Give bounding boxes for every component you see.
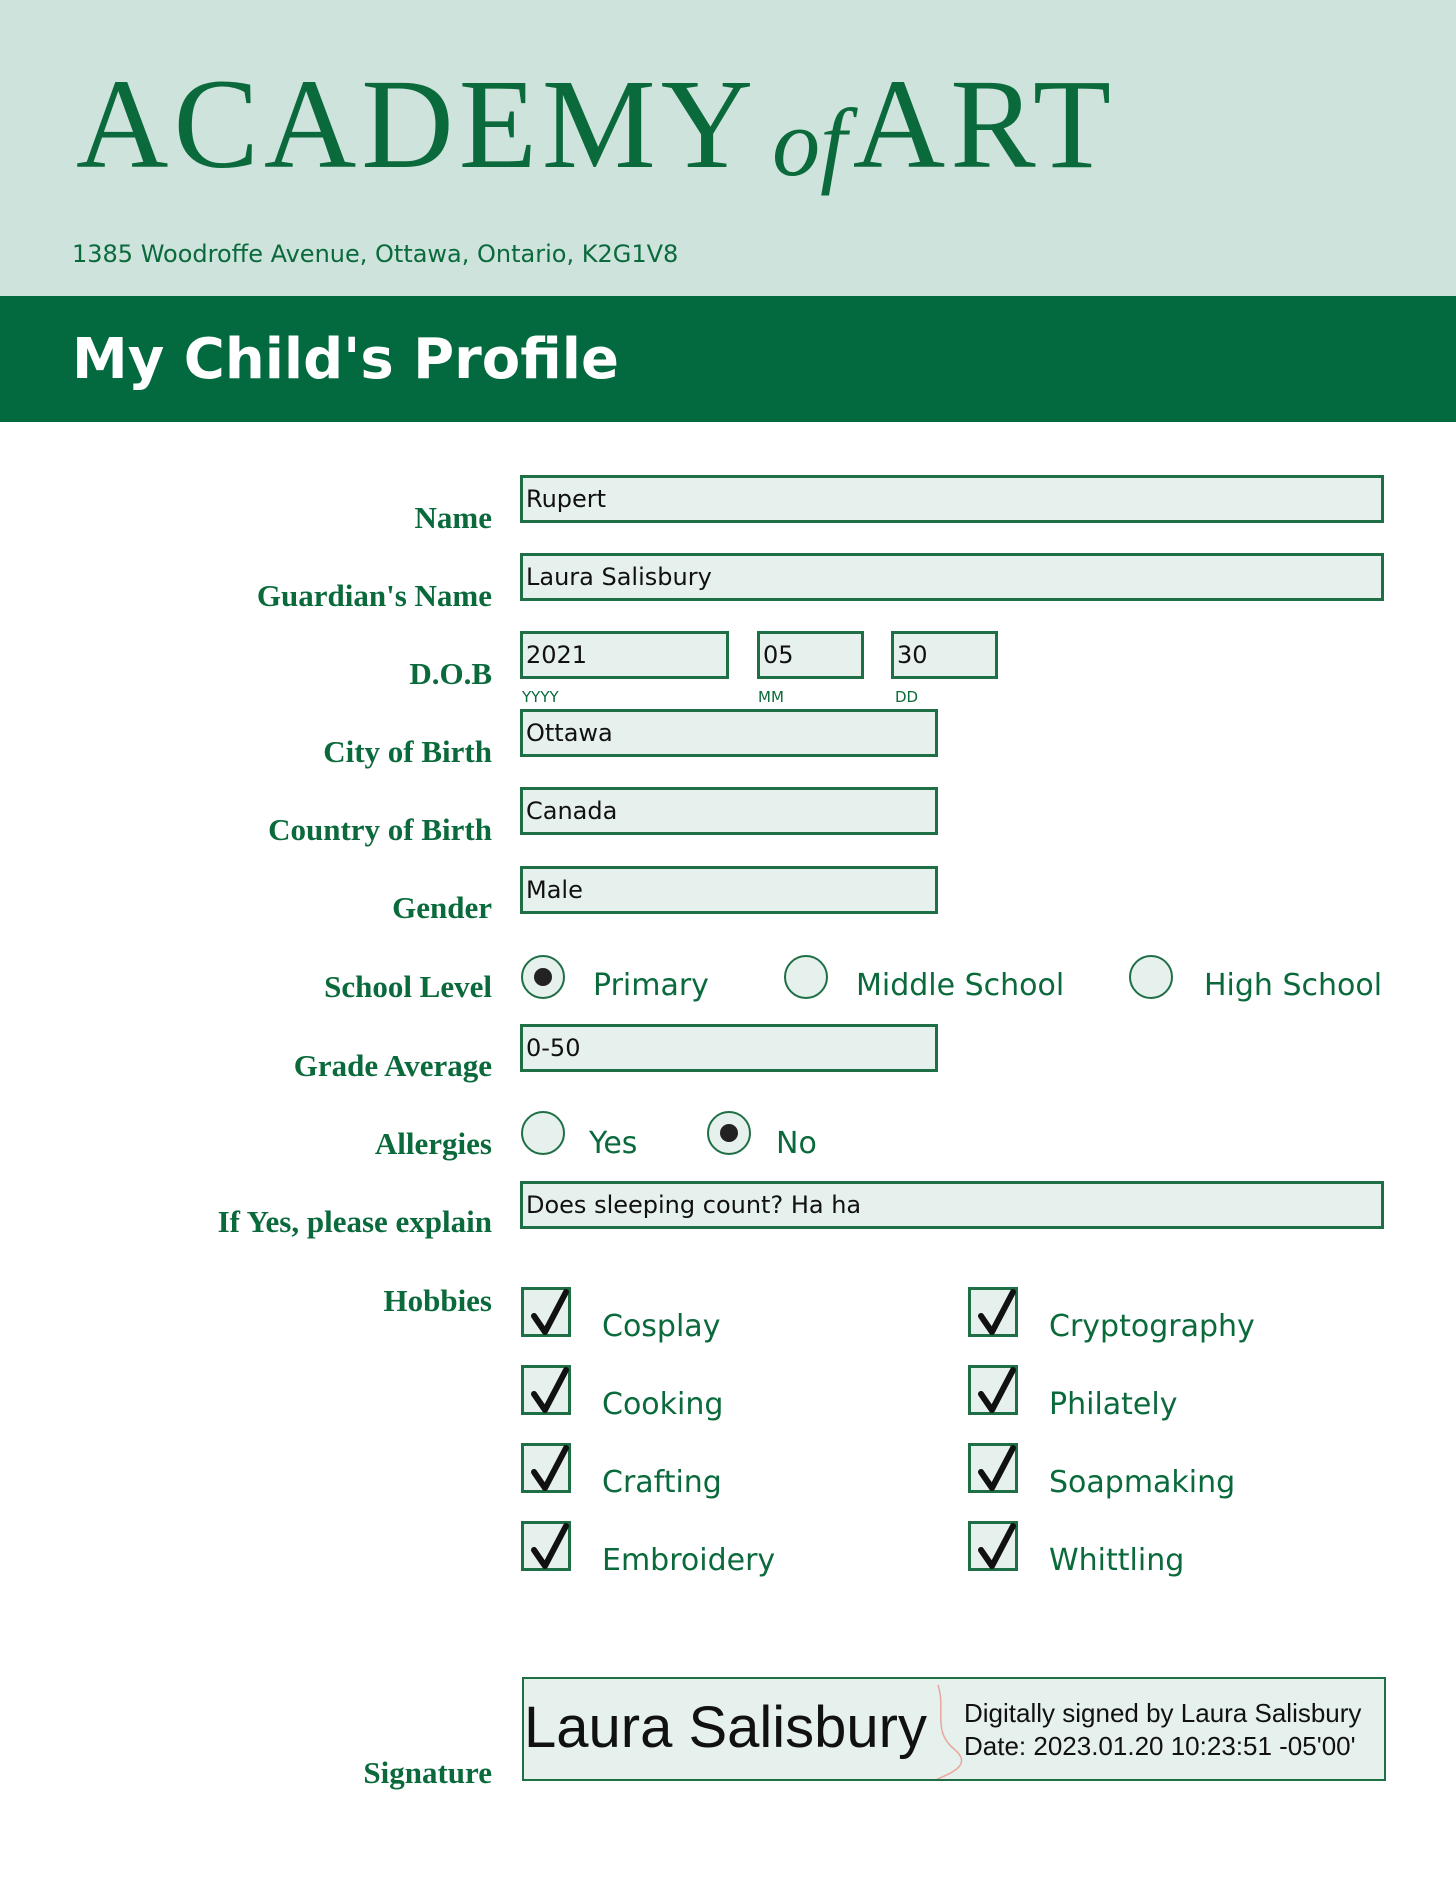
checkbox-philately[interactable] xyxy=(968,1365,1018,1415)
page-title: My Child's Profile xyxy=(72,327,619,392)
check-icon xyxy=(975,1520,1019,1574)
signature-name: Laura Salisbury xyxy=(524,1695,927,1760)
guardian-name-field[interactable]: Laura Salisbury xyxy=(520,553,1384,601)
radio-primary[interactable] xyxy=(521,955,565,999)
explain-field[interactable]: Does sleeping count? Ha ha xyxy=(520,1181,1384,1229)
city-of-birth-field[interactable]: Ottawa xyxy=(520,709,938,757)
hobby-crafting: Crafting xyxy=(602,1465,722,1500)
check-icon xyxy=(528,1286,572,1340)
checkbox-cosplay[interactable] xyxy=(521,1287,571,1337)
school-level-label: School Level xyxy=(324,969,492,1004)
country-of-birth-field[interactable]: Canada xyxy=(520,787,938,835)
checkbox-embroidery[interactable] xyxy=(521,1521,571,1571)
dob-month-hint: MM xyxy=(758,688,784,706)
check-icon xyxy=(975,1286,1019,1340)
check-icon xyxy=(975,1442,1019,1496)
hobby-embroidery: Embroidery xyxy=(602,1543,776,1578)
radio-allergies-yes[interactable] xyxy=(521,1111,565,1155)
address: 1385 Woodroffe Avenue, Ottawa, Ontario, K2G1V8 xyxy=(72,240,679,268)
option-high-school: High School xyxy=(1204,968,1383,1003)
signed-by-text: Digitally signed by Laura Salisbury xyxy=(964,1698,1362,1728)
logo-word-academy: ACADEMY xyxy=(76,53,759,195)
signature-field[interactable] xyxy=(522,1677,1386,1781)
hobby-philately: Philately xyxy=(1049,1387,1178,1422)
option-yes: Yes xyxy=(589,1126,638,1161)
radio-high-school[interactable] xyxy=(1129,955,1173,999)
check-icon xyxy=(975,1364,1019,1418)
logo-word-art: ART xyxy=(852,53,1117,195)
signature-details xyxy=(964,1697,1361,1762)
radio-middle-school[interactable] xyxy=(784,955,828,999)
check-icon xyxy=(528,1520,572,1574)
logo-word-of: of xyxy=(772,89,847,196)
grade-average-label: Grade Average xyxy=(293,1048,492,1083)
country-of-birth-label: Country of Birth xyxy=(268,812,492,847)
dob-day-hint: DD xyxy=(895,688,919,706)
signature-label: Signature xyxy=(363,1755,492,1790)
radio-allergies-no[interactable] xyxy=(707,1111,751,1155)
hobby-cosplay: Cosplay xyxy=(602,1309,721,1344)
gender-label: Gender xyxy=(392,890,492,925)
hobby-whittling: Whittling xyxy=(1049,1543,1185,1578)
name-field[interactable]: Rupert xyxy=(520,475,1384,523)
checkbox-crafting[interactable] xyxy=(521,1443,571,1493)
dob-day-field[interactable]: 30 xyxy=(891,631,998,679)
hobby-cryptography: Cryptography xyxy=(1049,1309,1255,1344)
check-icon xyxy=(528,1442,572,1496)
option-no: No xyxy=(776,1126,817,1161)
check-icon xyxy=(528,1364,572,1418)
signed-date-text: Date: 2023.01.20 10:23:51 -05'00' xyxy=(964,1730,1356,1761)
checkbox-soapmaking[interactable] xyxy=(968,1443,1018,1493)
guardian-name-label: Guardian's Name xyxy=(256,578,492,613)
option-middle-school: Middle School xyxy=(856,968,1065,1003)
option-primary: Primary xyxy=(593,968,709,1003)
radio-selected-dot xyxy=(534,968,552,986)
city-of-birth-label: City of Birth xyxy=(323,734,492,769)
name-label: Name xyxy=(414,500,492,535)
dob-label: D.O.B xyxy=(409,656,492,691)
hobby-soapmaking: Soapmaking xyxy=(1049,1465,1236,1500)
academy-logo xyxy=(76,53,1117,196)
hobbies-label: Hobbies xyxy=(383,1283,492,1318)
grade-average-field[interactable]: 0-50 xyxy=(520,1024,938,1072)
hobby-cooking: Cooking xyxy=(602,1387,724,1422)
gender-field[interactable]: Male xyxy=(520,866,938,914)
checkbox-cooking[interactable] xyxy=(521,1365,571,1415)
checkbox-whittling[interactable] xyxy=(968,1521,1018,1571)
radio-selected-dot xyxy=(720,1124,738,1142)
dob-month-field[interactable]: 05 xyxy=(757,631,864,679)
dob-year-field[interactable]: 2021 xyxy=(520,631,729,679)
dob-year-hint: YYYY xyxy=(522,688,559,706)
allergies-label: Allergies xyxy=(374,1126,492,1161)
checkbox-cryptography[interactable] xyxy=(968,1287,1018,1337)
explain-label: If Yes, please explain xyxy=(217,1204,492,1239)
